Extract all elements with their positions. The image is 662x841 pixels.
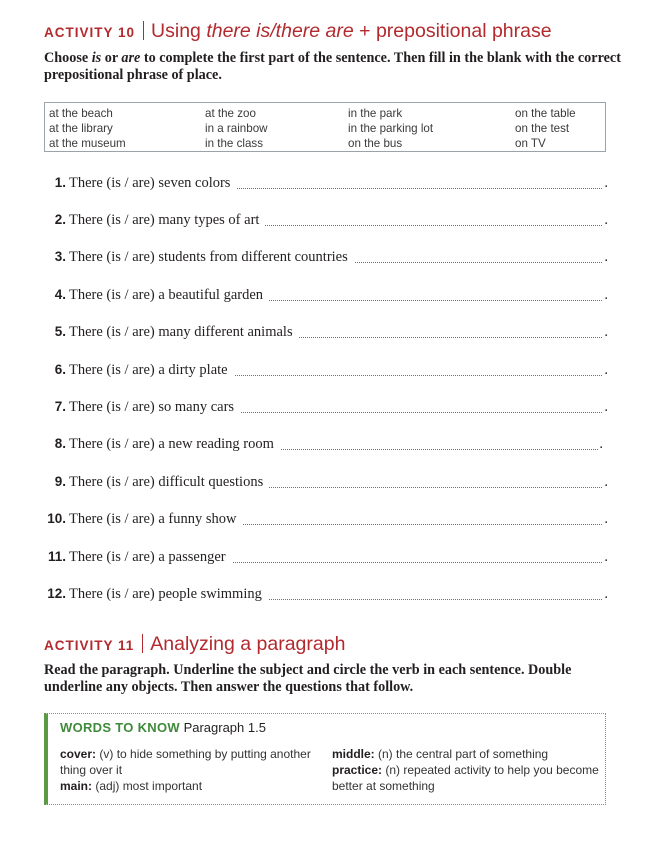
word-box-item: on TV bbox=[515, 137, 546, 150]
question-period: . bbox=[604, 474, 608, 490]
question-period: . bbox=[604, 549, 608, 565]
question-row bbox=[44, 510, 606, 530]
question-row bbox=[44, 211, 606, 231]
question-number: 3. bbox=[54, 249, 66, 264]
question-period: . bbox=[604, 175, 608, 191]
question-period: . bbox=[599, 436, 603, 452]
question-text: There (is / are) many types of art bbox=[69, 211, 265, 229]
vocab-entry-main: main: (adj) most important bbox=[60, 779, 203, 793]
question-period: . bbox=[604, 249, 608, 265]
question-text: There (is / are) many different animals bbox=[69, 323, 299, 341]
question-text: There (is / are) difficult questions bbox=[69, 473, 269, 491]
question-row bbox=[44, 435, 606, 455]
word-box-item: at the museum bbox=[49, 137, 126, 150]
question-row bbox=[44, 361, 606, 381]
question-number: 2. bbox=[54, 212, 66, 227]
question-period: . bbox=[604, 399, 608, 415]
heading-divider bbox=[143, 21, 144, 40]
question-number: 9. bbox=[54, 474, 66, 489]
word-box-item: in the parking lot bbox=[348, 122, 434, 135]
question-row bbox=[44, 398, 606, 418]
question-number: 8. bbox=[54, 436, 66, 451]
word-box-item: in a rainbow bbox=[205, 122, 268, 135]
question-period: . bbox=[604, 212, 608, 228]
words-to-know-box bbox=[44, 713, 606, 805]
question-text: There (is / are) seven colors bbox=[69, 174, 236, 192]
word-box-item: on the table bbox=[515, 107, 576, 120]
word-box-item: at the beach bbox=[49, 107, 113, 120]
heading-divider bbox=[142, 634, 143, 653]
question-row bbox=[44, 174, 606, 194]
question-text: There (is / are) a dirty plate bbox=[69, 361, 234, 379]
word-box-item: at the zoo bbox=[205, 107, 256, 120]
words-to-know-heading: WORDS TO KNOW Paragraph 1.5 bbox=[60, 720, 266, 735]
vocab-entry-middle: middle: (n) the central part of something bbox=[332, 747, 549, 761]
question-number: 6. bbox=[54, 362, 66, 377]
question-row bbox=[44, 548, 606, 568]
question-period: . bbox=[604, 362, 608, 378]
question-number: 4. bbox=[54, 287, 66, 302]
question-text: There (is / are) a passenger bbox=[69, 548, 232, 566]
phrase-word-box bbox=[44, 102, 606, 152]
question-text: There (is / are) a new reading room bbox=[69, 435, 280, 453]
question-text: There (is / are) a funny show bbox=[69, 510, 243, 528]
question-row bbox=[44, 585, 606, 605]
question-number: 1. bbox=[54, 175, 66, 190]
word-box-item: at the library bbox=[49, 122, 113, 135]
word-box-item: in the park bbox=[348, 107, 403, 120]
activity-10-label: ACTIVITY 10 bbox=[44, 25, 136, 40]
question-text: There (is / are) a beautiful garden bbox=[69, 286, 269, 304]
activity-10-heading bbox=[44, 18, 552, 43]
question-number: 12. bbox=[47, 586, 66, 601]
word-box-item: on the test bbox=[515, 122, 570, 135]
activity-11-instructions: Read the paragraph. Underline the subject and circle the verb in each sentence. Double underline any objects. Then answer the questions that follow. bbox=[44, 662, 572, 695]
word-box-item: in the class bbox=[205, 137, 263, 150]
question-number: 7. bbox=[54, 399, 66, 414]
activity-11-title: Analyzing a paragraph bbox=[150, 633, 346, 655]
question-number: 5. bbox=[54, 324, 66, 339]
word-box-item: on the bus bbox=[348, 137, 403, 150]
question-text: There (is / are) people swimming bbox=[69, 585, 268, 603]
question-period: . bbox=[604, 287, 608, 303]
activity-10-instructions: Choose is or are to complete the first part of the sentence. Then fill in the blank with the correct prepositional phrase of place. bbox=[44, 50, 621, 83]
vocab-entry-practice: practice: (n) repeated activity to help you become better at something bbox=[332, 763, 599, 793]
question-row bbox=[44, 286, 606, 306]
question-row bbox=[44, 323, 606, 343]
question-period: . bbox=[604, 324, 608, 340]
question-number: 10. bbox=[47, 511, 66, 526]
question-number: 11. bbox=[47, 549, 66, 564]
activity-11-heading bbox=[44, 631, 345, 656]
question-period: . bbox=[604, 511, 608, 527]
question-text: There (is / are) so many cars bbox=[69, 398, 240, 416]
vocab-entry-cover: cover: (v) to hide something by putting another thing over it bbox=[60, 747, 311, 777]
activity-10-title: Using there is/there are + prepositional phrase bbox=[151, 20, 552, 42]
question-period: . bbox=[604, 586, 608, 602]
question-row bbox=[44, 248, 606, 268]
question-row bbox=[44, 473, 606, 493]
activity-11-label: ACTIVITY 11 bbox=[44, 638, 135, 653]
question-text: There (is / are) students from different countries bbox=[69, 248, 354, 266]
